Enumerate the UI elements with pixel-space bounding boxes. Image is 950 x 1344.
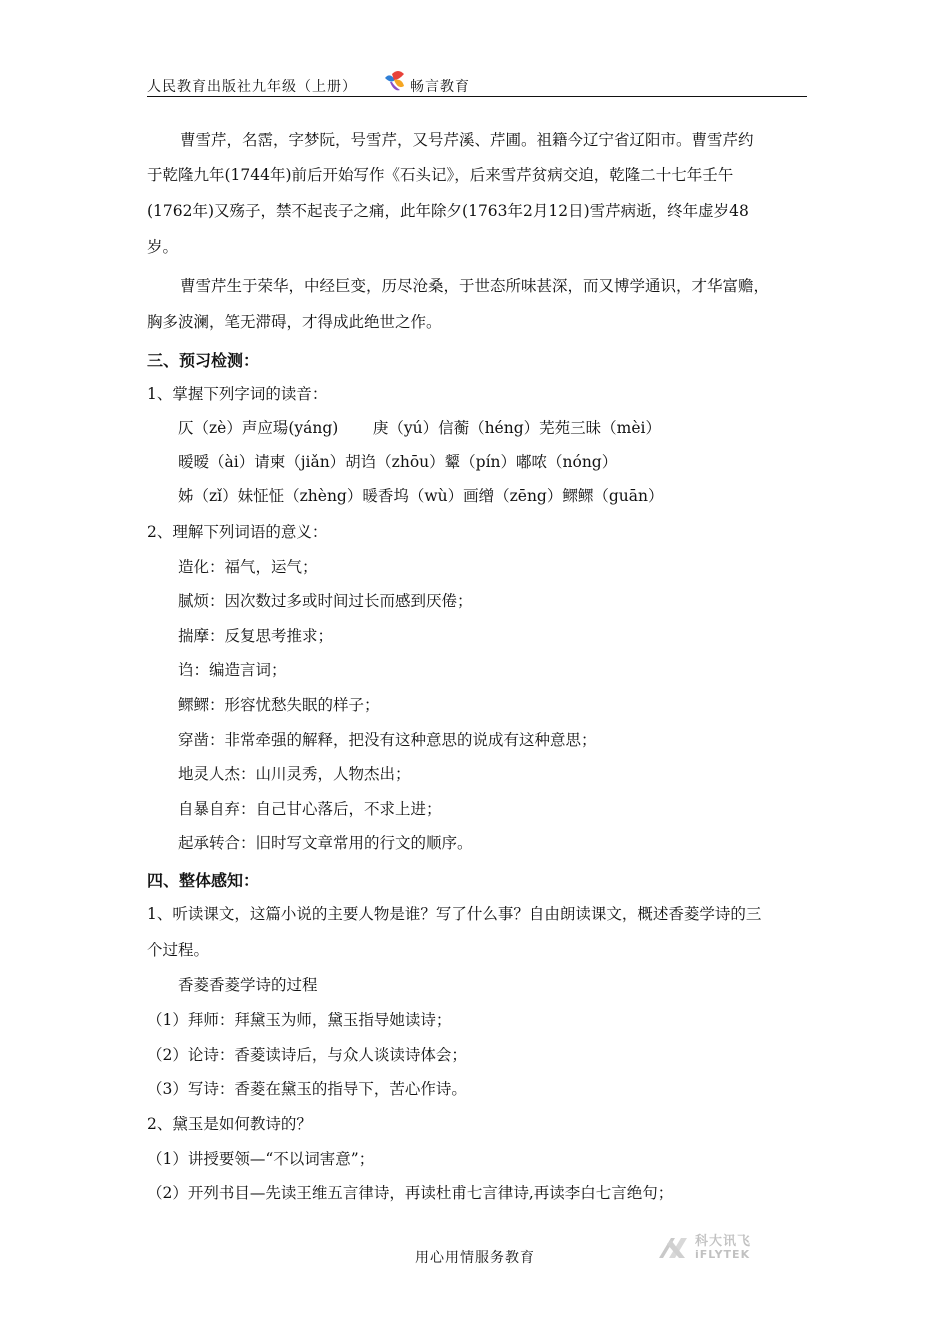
header-brand: 畅言教育 bbox=[410, 79, 470, 95]
brand-chinese: 科大讯飞 bbox=[695, 1234, 752, 1249]
question: 1、掌握下列字词的读音： bbox=[147, 385, 328, 403]
pronunciation-line: 仄（zè）声应瑒(yáng) 庚（yú）信蘅（héng）芜苑三昧（mèi） bbox=[178, 419, 661, 437]
question: 2、理解下列词语的意义： bbox=[147, 523, 328, 541]
iflytek-logo bbox=[655, 1228, 770, 1268]
definition: 地灵人杰：山川灵秀，人物杰出； bbox=[178, 765, 411, 783]
section-heading: 四、整体感知： bbox=[147, 871, 260, 890]
process-step: （3）写诗：香菱在黛玉的指导下，苦心作诗。 bbox=[147, 1080, 467, 1098]
pronunciation-line: 暧暧（ài）请柬（jiǎn）胡诌（zhōu）颦（pín）嘟哝（nóng） bbox=[178, 453, 618, 471]
bio-line: 曹雪芹生于荣华，中经巨变，历尽沧桑，于世态所味甚深，而又博学通识，才华富赡， bbox=[180, 277, 770, 295]
bio-line: 曹雪芹，名霑，字梦阮，号雪芹，又号芹溪、芹圃。祖籍今辽宁省辽阳市。曹雪芹约 bbox=[180, 131, 754, 149]
brand-english: iFLYTEK bbox=[695, 1248, 751, 1261]
bio-line: 胸多波澜，笔无滞碍，才得成此绝世之作。 bbox=[147, 313, 442, 331]
question: 1、听读课文，这篇小说的主要人物是谁？写了什么事？自由朗读课文，概述香菱学诗的三 bbox=[147, 905, 762, 923]
subtitle: 香菱香菱学诗的过程 bbox=[178, 976, 318, 994]
process-step: （2）论诗：香菱读诗后，与众人谈读诗体会； bbox=[147, 1046, 467, 1064]
definition: 揣摩：反复思考推求； bbox=[178, 627, 334, 645]
bio-line: 于乾隆九年(1744年)前后开始写作《石头记》，后来雪芹贫病交迫，乾隆二十七年壬午 bbox=[147, 166, 734, 184]
definition: 穿凿：非常牵强的解释，把没有这种意思的说成有这种意思； bbox=[178, 731, 597, 749]
footer-slogan: 用心用情服务教育 bbox=[415, 1250, 535, 1266]
definition: 起承转合：旧时写文章常用的行文的顺序。 bbox=[178, 834, 473, 852]
question: 2、黛玉是如何教诗的？ bbox=[147, 1115, 312, 1133]
header-divider bbox=[147, 96, 807, 97]
teaching-step: （2）开列书目—先读王维五言律诗，再读杜甫七言律诗,再读李白七言绝句； bbox=[147, 1184, 674, 1202]
pronunciation-line: 姊（zǐ）妹怔怔（zhèng）暖香坞（wù）画缯（zēng）鳏鳏（guān） bbox=[178, 487, 664, 505]
definition: 鳏鳏：形容忧愁失眠的样子； bbox=[178, 696, 380, 714]
bio-line: (1762年)又殇子，禁不起丧子之痛，此年除夕(1763年2月12日)雪芹病逝，终年虚岁48 bbox=[147, 202, 749, 220]
iflytek-mark-icon bbox=[655, 1228, 691, 1264]
header-title: 人民教育出版社九年级（上册） bbox=[147, 79, 357, 95]
question: 个过程。 bbox=[147, 941, 210, 959]
definition: 造化：福气，运气； bbox=[178, 558, 318, 576]
teaching-step: （1）讲授要领—“不以词害意”； bbox=[147, 1150, 375, 1168]
process-step: （1）拜师：拜黛玉为师，黛玉指导她读诗； bbox=[147, 1011, 452, 1029]
bird-logo-icon bbox=[382, 68, 408, 94]
section-heading: 三、预习检测： bbox=[147, 351, 260, 370]
definition: 诌：编造言词； bbox=[178, 661, 287, 679]
bio-line: 岁。 bbox=[147, 238, 179, 256]
definition: 自暴自弃：自己甘心落后，不求上进； bbox=[178, 800, 442, 818]
definition: 腻烦：因次数过多或时间过长而感到厌倦； bbox=[178, 592, 473, 610]
